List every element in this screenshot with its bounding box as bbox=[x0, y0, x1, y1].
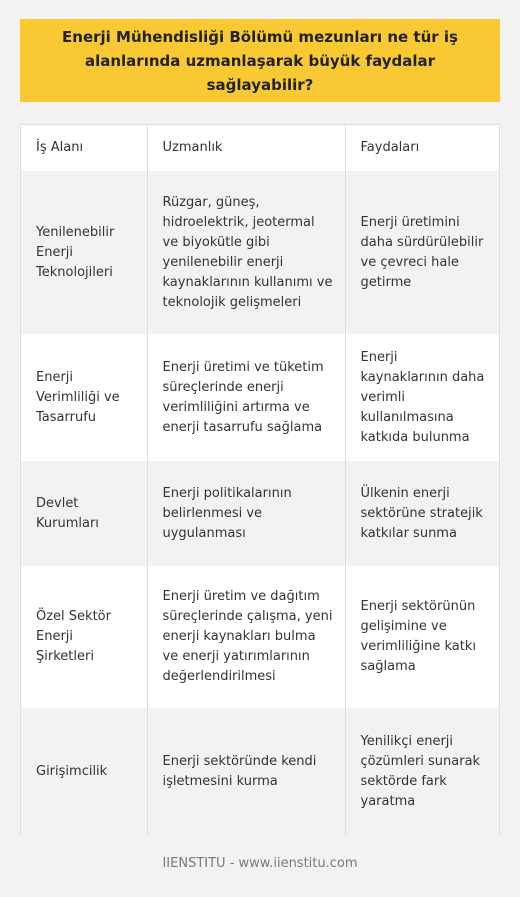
header-uzmanlik: Uzmanlık bbox=[147, 125, 345, 171]
footer-credit: IIENSTITU - www.iienstitu.com bbox=[162, 856, 358, 871]
cell-faydalari: Ülkenin enerji sektörüne stratejik katkılar sunma bbox=[345, 461, 499, 566]
table-row bbox=[21, 171, 499, 334]
cell-is-alani: Girişimcilik bbox=[36, 764, 108, 779]
header-is-alani: İş Alanı bbox=[36, 140, 84, 155]
table bbox=[21, 125, 499, 836]
cell-faydalari: Enerji kaynaklarının daha verimli kullanılmasına katkıda bulunma bbox=[345, 334, 499, 461]
table-row bbox=[21, 566, 499, 708]
table-row bbox=[21, 461, 499, 566]
cell-uzmanlik: Enerji üretim ve dağıtım süreçlerinde çalışma, yeni enerji kaynakları bulma ve enerji yatırımlarının değerlendirilmesi bbox=[147, 566, 345, 708]
comparison-table bbox=[20, 124, 500, 835]
title-banner bbox=[20, 19, 500, 102]
page-title: Enerji Mühendisliği Bölümü mezunları ne tür iş alanlarında uzmanlaşarak büyük faydalar sağlayabilir? bbox=[62, 27, 458, 94]
table-header-row bbox=[21, 125, 499, 171]
cell-uzmanlik: Rüzgar, güneş, hidroelektrik, jeotermal ve biyokütle gibi yenilenebilir enerji kaynaklarının kullanımı ve teknolojik gelişmeleri bbox=[147, 171, 345, 334]
cell-faydalari: Enerji üretimini daha sürdürülebilir ve çevreci hale getirme bbox=[345, 171, 499, 334]
header-faydalari: Faydaları bbox=[345, 125, 499, 171]
cell-uzmanlik: Enerji sektöründe kendi işletmesini kurma bbox=[147, 708, 345, 836]
cell-is-alani: Devlet Kurumları bbox=[36, 495, 99, 531]
cell-uzmanlik: Enerji politikalarının belirlenmesi ve uygulanması bbox=[147, 461, 345, 566]
cell-faydalari: Enerji sektörünün gelişimine ve verimliliğine katkı sağlama bbox=[345, 566, 499, 708]
cell-uzmanlik: Enerji üretimi ve tüketim süreçlerinde enerji verimliliğini artırma ve enerji tasarrufu sağlama bbox=[147, 334, 345, 461]
cell-is-alani: Yenilenebilir Enerji Teknolojileri bbox=[36, 224, 115, 280]
cell-faydalari: Yenilikçi enerji çözümleri sunarak sektörde fark yaratma bbox=[345, 708, 499, 836]
table-row bbox=[21, 708, 499, 836]
cell-is-alani: Özel Sektör Enerji Şirketleri bbox=[36, 609, 111, 664]
cell-is-alani: Enerji Verimliliği ve Tasarrufu bbox=[36, 369, 120, 425]
table-row bbox=[21, 334, 499, 461]
